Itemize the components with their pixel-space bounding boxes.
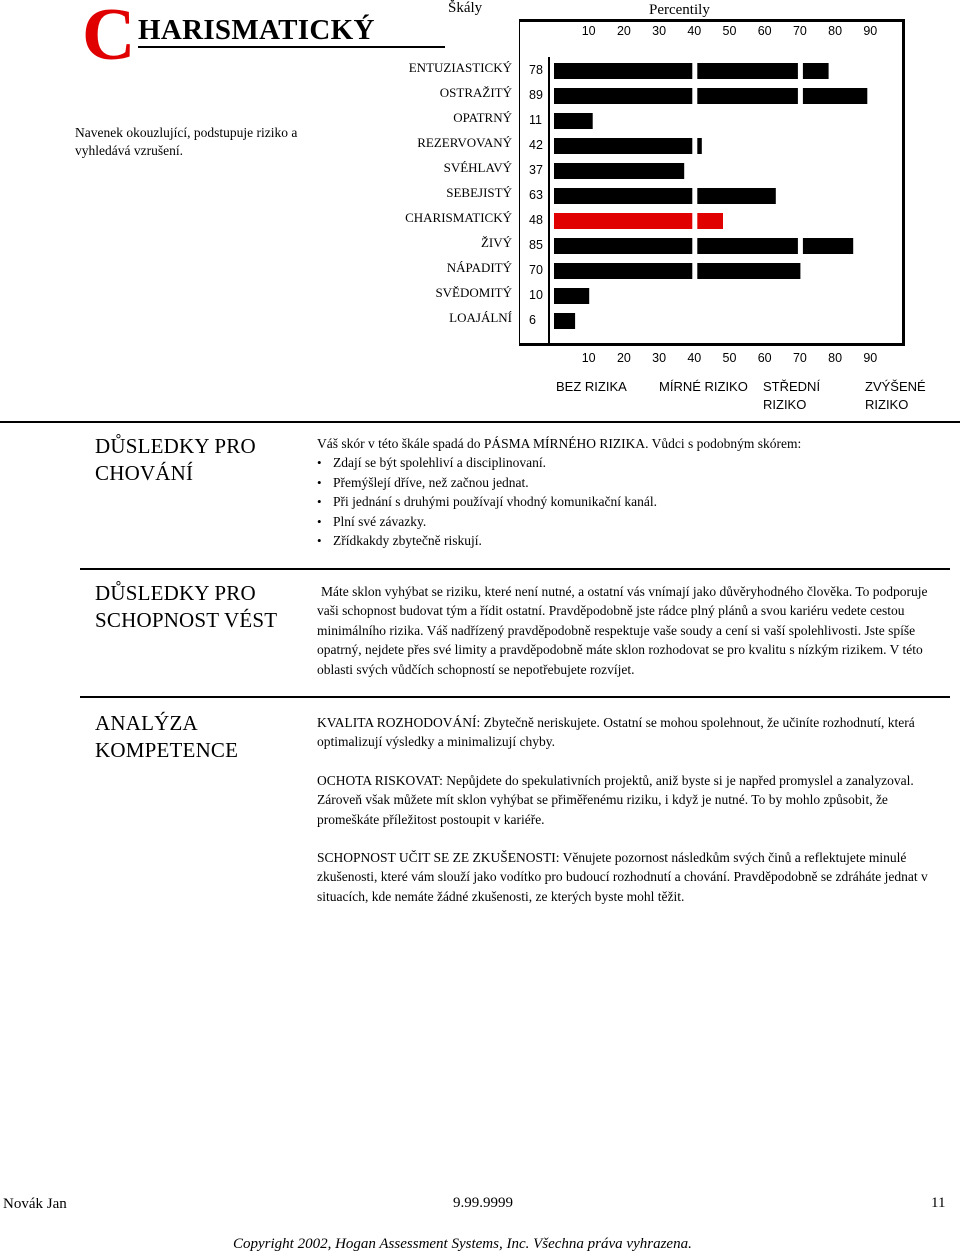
copyright-notice: Copyright 2002, Hogan Assessment Systems, Inc. Všechna práva vyhrazena. [233, 1236, 692, 1252]
scale-label: LOAJÁLNÍ [449, 310, 512, 325]
leadership-heading [95, 580, 277, 634]
scale-label: ŽIVÝ [480, 235, 512, 250]
divider-top [0, 421, 960, 423]
score-value: 48 [529, 213, 543, 227]
scale-label: REZERVOVANÝ [417, 135, 512, 150]
scale-label: SVÉHLAVÝ [443, 160, 512, 175]
tick-label-bottom: 90 [863, 351, 878, 365]
behavior-bullets [317, 453, 939, 550]
score-value: 11 [529, 113, 542, 127]
zone-high-risk [865, 378, 926, 414]
competence-heading-line2: KOMPETENCE [95, 738, 239, 762]
divider-leadership [80, 696, 950, 698]
scale-label: CHARISMATICKÝ [405, 210, 512, 225]
behavior-heading [95, 433, 256, 487]
tick-label-bottom: 70 [792, 351, 807, 365]
tick-label-bottom: 20 [616, 351, 631, 365]
zone-no-risk: BEZ RIZIKA [556, 379, 627, 394]
chart-frame [519, 19, 905, 346]
scale-label: NÁPADITÝ [446, 260, 512, 275]
tick-label-top: 50 [722, 24, 737, 38]
zone-medium-line1: STŘEDNÍ [763, 379, 821, 394]
divider-behavior [80, 568, 950, 570]
tick-label-top: 60 [757, 24, 772, 38]
score-value: 85 [529, 238, 543, 252]
leadership-heading-line2: SCHOPNOST VÉST [95, 608, 278, 632]
title-text: HARISMATICKÝ [138, 14, 375, 46]
behavior-bullet: • Při jednání s druhými používají vhodný komunikační kanál. [317, 492, 939, 511]
zone-medium-line2: RIZIKO [763, 397, 807, 412]
tick-label-bottom: 40 [687, 351, 702, 365]
competence-heading-line1: ANALÝZA [95, 711, 198, 735]
behavior-bullet: • Zřídkakdy zbytečně riskují. [317, 531, 939, 550]
zone-mild-risk: MÍRNÉ RIZIKO [659, 379, 748, 394]
competence-heading [95, 710, 238, 764]
behavior-bullet: • Zdají se být spolehliví a disciplinovaní. [317, 453, 939, 472]
behavior-bullet: • Přemýšlejí dříve, než začnou jednat. [317, 473, 939, 492]
competence-risk-taking: OCHOTA RISKOVAT: Nepůjdete do spekulativních projektů, aniž byste si je napřed promyslel a zanalyzoval. Zároveň však můžete mít sklon vyhýbat se přiměřenému riziku, i když je nutné. To by mohlo způsobit, že promeškáte příležitost postoupit v kariéře. [317, 773, 914, 827]
tick-label-top: 90 [863, 24, 878, 38]
tick-label-top: 70 [792, 24, 807, 38]
score-value: 89 [529, 88, 543, 102]
tick-label-bottom: 10 [581, 351, 596, 365]
score-value: 70 [529, 263, 543, 277]
score-value: 63 [529, 188, 543, 202]
footer-person-name: Novák Jan [3, 1196, 67, 1212]
scale-label: OPATRNÝ [453, 110, 512, 125]
competence-learning: SCHOPNOST UČIT SE ZE ZKUŠENOSTI: Věnujete pozornost následkům svých činů a reflektujete minulé zkušenosti, které vám slouží jako vodítko pro budoucí rozhodnutí a chování. Pravděpodobně se zdráháte jednat v situacích, kde nemáte žádné zkušenosti, ze kterých byste mohl těžit. [317, 850, 928, 904]
footer-page-number: 11 [931, 1195, 946, 1211]
zone-high-line1: ZVÝŠENÉ [865, 379, 926, 394]
tick-label-bottom: 60 [757, 351, 772, 365]
behavior-text [317, 434, 939, 550]
competence-decision-quality: KVALITA ROZHODOVÁNÍ: Zbytečně neriskujete. Ostatní se mohou spolehnout, že učiníte rozhodnutí, která optimalizují výsledky a minimalizují chyby. [317, 715, 915, 750]
score-value: 6 [529, 313, 536, 327]
tick-label-top: 30 [652, 24, 667, 38]
tick-label-bottom: 80 [828, 351, 843, 365]
tick-label-top: 80 [828, 24, 843, 38]
footer-date: 9.99.9999 [453, 1195, 513, 1211]
scale-label: SEBEJISTÝ [446, 185, 512, 200]
scale-label: SVĚDOMITÝ [435, 285, 512, 300]
title-initial: C [82, 0, 136, 76]
leadership-text: Máte sklon vyhýbat se riziku, které není nutné, a ostatní vás vnímají jako důvěryhodného člověka. To podporuje vaši schopnost budovat tým a řídit ostatní. Pravděpodobně jste rádce plný plánů a svou kariéru vedete cestou minimálního rizika. Váš nadřízený pravděpodobně respektuje vaše soudy a cení si vaší spolehlivosti. Jste spíše opatrný, nejdete přes své limity a pravděpodobně máte sklon rozhodovat se pro kvalitu s nízkým rizikem. V této oblasti svých vůdčích schopností se nepotřebujete rozvíjet. [317, 584, 928, 677]
scale-description: Navenek okouzlující, podstupuje riziko a vyhledává vzrušení. [75, 125, 298, 158]
title-underline [138, 46, 445, 48]
tick-label-top: 10 [581, 24, 596, 38]
tick-label-top: 20 [616, 24, 631, 38]
score-value: 42 [529, 138, 543, 152]
behavior-intro: Váš skór v této škále spadá do PÁSMA MÍRNÉHO RIZIKA. Vůdci s podobným skórem: [317, 436, 802, 451]
behavior-heading-line1: DŮSLEDKY PRO [95, 434, 256, 458]
score-value: 37 [529, 163, 543, 177]
percentiles-heading: Percentily [649, 2, 710, 18]
tick-label-bottom: 30 [652, 351, 667, 365]
zone-medium-risk [763, 378, 820, 414]
behavior-bullet: • Plní své závazky. [317, 512, 939, 531]
score-value: 10 [529, 288, 543, 302]
scale-label: OSTRAŽITÝ [439, 85, 512, 100]
score-value: 78 [529, 63, 543, 77]
tick-label-top: 40 [687, 24, 702, 38]
zone-high-line2: RIZIKO [865, 397, 909, 412]
leadership-heading-line1: DŮSLEDKY PRO [95, 581, 256, 605]
behavior-heading-line2: CHOVÁNÍ [95, 461, 194, 485]
chart-inner-axis [548, 57, 550, 346]
scales-heading: Škály [448, 0, 483, 16]
scale-label: ENTUZIASTICKÝ [408, 60, 512, 75]
tick-label-bottom: 50 [722, 351, 737, 365]
